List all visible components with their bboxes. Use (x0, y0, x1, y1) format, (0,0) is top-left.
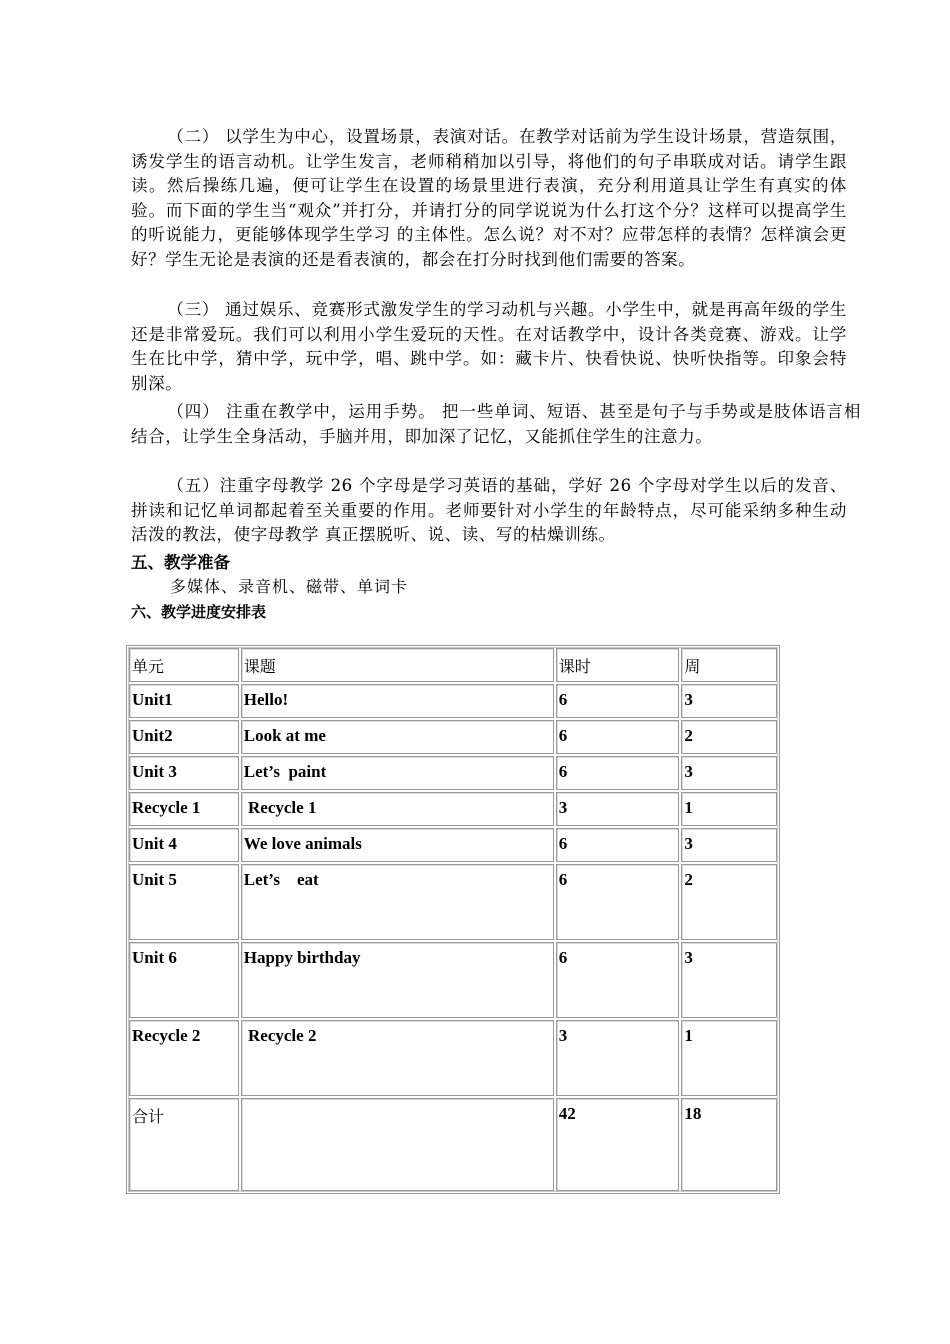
paragraph-3: （三） 通过娱乐、竞赛形式激发学生的学习动机与兴趣。小学生中，就是再高年级的学生还是非常爱玩。我们可以利用小学生爱玩的天性。在对话教学中，设计各类竞赛、游戏。让学生在比中学，猜中学，玩中学，唱、跳中学。如：藏卡片、快看快说、快听快指等。印象会特别深。 (131, 300, 847, 393)
section-6-title: 六、教学进度安排表 (131, 603, 267, 621)
cell-weeks: 2 (681, 720, 777, 754)
table-header-row (129, 648, 777, 682)
cell-unit: Unit1 (129, 684, 239, 718)
cell-topic: Happy birthday (241, 942, 554, 1018)
cell-periods: 3 (556, 792, 680, 826)
table-row (129, 1020, 777, 1096)
cell-periods: 6 (556, 720, 680, 754)
schedule-table (126, 645, 780, 1194)
cell-periods: 6 (556, 684, 680, 718)
table-row (129, 756, 777, 790)
section-5-title: 五、教学准备 (131, 553, 230, 572)
header-unit: 单元 (129, 648, 239, 682)
table-total-row (129, 1098, 777, 1191)
header-weeks: 周 (681, 648, 777, 682)
paragraph-5: （五）注重字母教学 26 个字母是学习英语的基础，学好 26 个字母对学生以后的发音、拼读和记忆单词都起着至关重要的作用。老师要针对小学生的年龄特点，尽可能采纳多种生动活泼的教法，使字母教学 真正摆脱听、说、读、写的枯燥训练。 (131, 476, 847, 544)
cell-periods: 6 (556, 864, 680, 940)
table-row (129, 684, 777, 718)
table-row (129, 828, 777, 862)
cell-unit: Recycle 2 (129, 1020, 239, 1096)
cell-weeks: 2 (681, 864, 777, 940)
paragraph-2: （二） 以学生为中心，设置场景，表演对话。在教学对话前为学生设计场景，营造氛围，诱发学生的语言动机。让学生发言，老师稍稍加以引导，将他们的句子串联成对话。请学生跟读。然后操练几遍，便可让学生在设置的场景里进行表演，充分利用道具让学生有真实的体验。而下面的学生当“观众”并打分，并请打分的同学说说为什么打这个分？这样可以提高学生的听说能力，更能够体现学生学习 的主体性。怎么说？对不对？应带怎样的表情？怎样演会更好？学生无论是表演的还是看表演的，都会在打分时找到他们需要的答案。 (131, 127, 847, 269)
cell-topic: Let’s paint (241, 756, 554, 790)
table-row (129, 864, 777, 940)
header-topic: 课题 (241, 648, 554, 682)
cell-topic: Let’s eat (241, 864, 554, 940)
section-5-content: 多媒体、录音机、磁带、单词卡 (170, 577, 409, 596)
cell-periods: 6 (556, 756, 680, 790)
cell-total-periods: 42 (556, 1098, 680, 1191)
table-row (129, 942, 777, 1018)
cell-unit: Unit 4 (129, 828, 239, 862)
cell-total-label (129, 1098, 239, 1191)
cell-weeks: 3 (681, 942, 777, 1018)
paragraph-4: （四） 注重在教学中，运用手势。 把一些单词、短语、甚至是句子与手势或是肢体语言相结合，让学生全身活动，手脑并用，即加深了记忆，又能抓住学生的注意力。 (131, 402, 861, 446)
cell-weeks: 3 (681, 684, 777, 718)
cell-total-weeks: 18 (681, 1098, 777, 1191)
cell-periods: 6 (556, 828, 680, 862)
cell-topic (241, 1098, 554, 1191)
cell-topic: We love animals (241, 828, 554, 862)
cell-topic: Hello! (241, 684, 554, 718)
cell-topic: Look at me (241, 720, 554, 754)
cell-unit: Recycle 1 (129, 792, 239, 826)
cell-unit: Unit 6 (129, 942, 239, 1018)
table-row (129, 792, 777, 826)
header-periods: 课时 (556, 648, 680, 682)
total-label: 合计 (132, 1107, 165, 1126)
cell-topic: Recycle 2 (241, 1020, 554, 1096)
cell-weeks: 3 (681, 828, 777, 862)
cell-weeks: 1 (681, 792, 777, 826)
cell-weeks: 1 (681, 1020, 777, 1096)
cell-unit: Unit 3 (129, 756, 239, 790)
cell-periods: 3 (556, 1020, 680, 1096)
table-row (129, 720, 777, 754)
cell-unit: Unit 5 (129, 864, 239, 940)
cell-weeks: 3 (681, 756, 777, 790)
cell-periods: 6 (556, 942, 680, 1018)
cell-topic: Recycle 1 (241, 792, 554, 826)
cell-unit: Unit2 (129, 720, 239, 754)
